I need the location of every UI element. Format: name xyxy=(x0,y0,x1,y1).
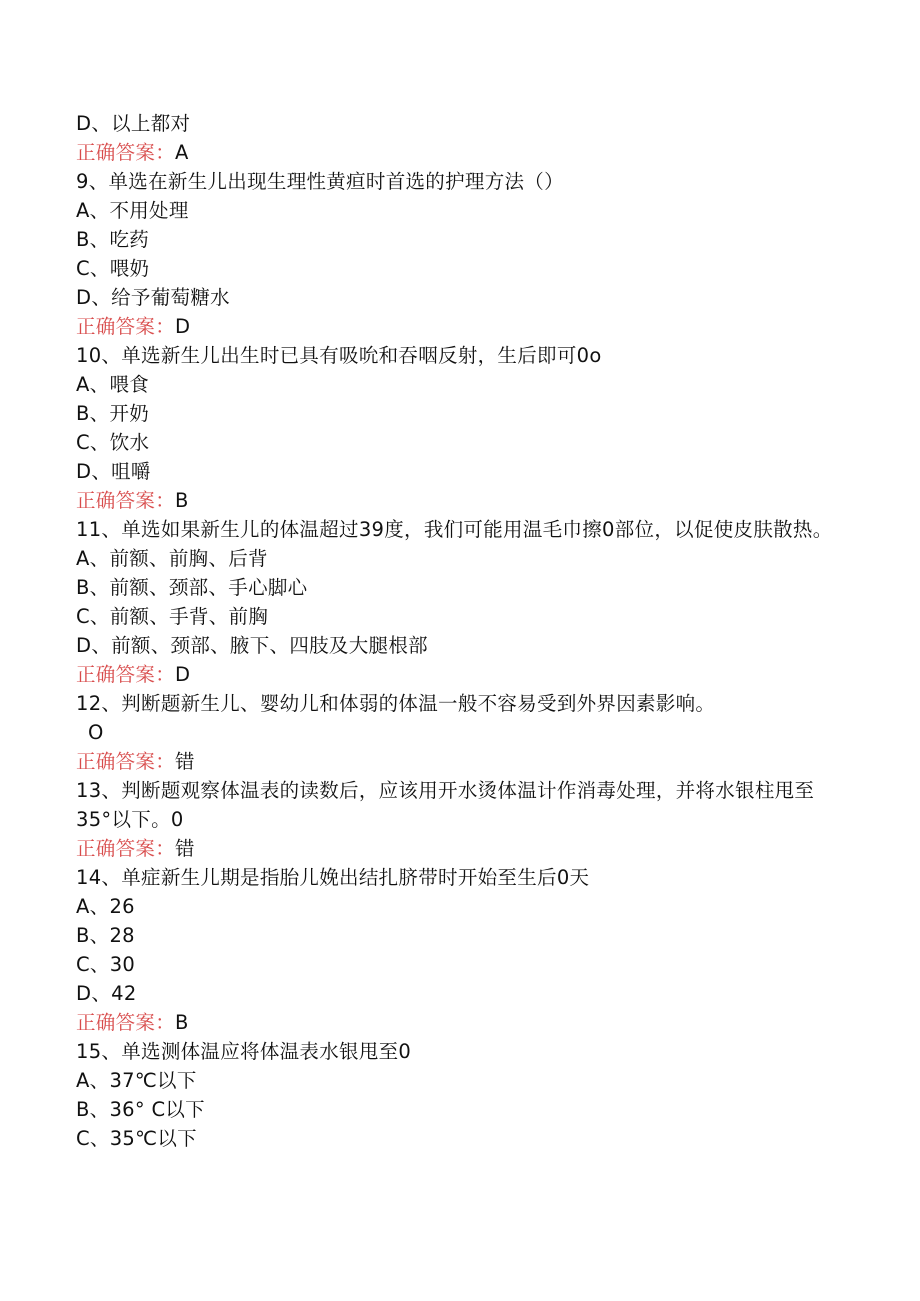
answer-value: D xyxy=(175,315,191,338)
q14-option-b: B、28 xyxy=(76,924,135,947)
q9-option-a: A、不用处理 xyxy=(76,199,189,222)
q9-answer xyxy=(76,312,836,341)
answer-label: 正确答案： xyxy=(76,141,176,164)
answer-value: 错 xyxy=(175,750,195,773)
q9-option-c: C、喂奶 xyxy=(76,257,150,280)
q13-answer xyxy=(76,834,836,863)
q15-option-c: C、35℃以下 xyxy=(76,1127,197,1150)
q11-option-a: A、前额、前胸、后背 xyxy=(76,547,268,570)
q12-stem: 12、判断题新生儿、婴幼儿和体弱的体温一般不容易受到外界因素影响。 xyxy=(76,692,716,715)
q14-option-c: C、30 xyxy=(76,953,136,976)
q8-option-d: D、以上都对 xyxy=(76,112,191,135)
answer-value: B xyxy=(175,1011,189,1034)
q14-option-d: D、42 xyxy=(76,982,137,1005)
q11-option-b: B、前额、颈部、手心脚心 xyxy=(76,576,308,599)
answer-label: 正确答案： xyxy=(76,315,176,338)
answer-value: A xyxy=(175,141,189,164)
q11-answer xyxy=(76,660,836,689)
q10-option-d: D、咀嚼 xyxy=(76,460,151,483)
answer-label: 正确答案： xyxy=(76,750,176,773)
q11-option-d: D、前额、颈部、腋下、四肢及大腿根部 xyxy=(76,634,428,657)
document-body xyxy=(76,109,836,1153)
answer-label: 正确答案： xyxy=(76,837,176,860)
q12-answer xyxy=(76,747,836,776)
q15-stem: 15、单选测体温应将体温表水银甩至0 xyxy=(76,1040,412,1063)
q15-option-b: B、36° C以下 xyxy=(76,1098,205,1121)
q10-stem: 10、单选新生儿出生时已具有吸吮和吞咽反射，生后即可0o xyxy=(76,344,602,367)
q10-option-a: A、喂食 xyxy=(76,373,150,396)
q10-option-b: B、开奶 xyxy=(76,402,150,425)
q11-stem: 11、单选如果新生儿的体温超过39度，我们可能用温毛巾擦0部位，以促使皮肤散热。 xyxy=(76,518,833,541)
q13-stem: 13、判断题观察体温表的读数后，应该用开水烫体温计作消毒处理，并将水银柱甩至35°以下。0 xyxy=(76,779,815,831)
answer-value: 错 xyxy=(175,837,195,860)
answer-value: B xyxy=(175,489,189,512)
q14-stem: 14、单症新生儿期是指胎儿娩出结扎脐带时开始至生后0天 xyxy=(76,866,590,889)
q14-option-a: A、26 xyxy=(76,895,135,918)
answer-label: 正确答案： xyxy=(76,489,176,512)
answer-label: 正确答案： xyxy=(76,1011,176,1034)
q14-answer xyxy=(76,1008,836,1037)
answer-label: 正确答案： xyxy=(76,663,176,686)
q8-answer xyxy=(76,138,836,167)
q9-option-b: B、吃药 xyxy=(76,228,150,251)
q15-option-a: A、37℃以下 xyxy=(76,1069,197,1092)
q9-option-d: D、给予葡萄糖水 xyxy=(76,286,230,309)
q10-answer xyxy=(76,486,836,515)
q11-option-c: C、前额、手背、前胸 xyxy=(76,605,269,628)
answer-value: D xyxy=(175,663,191,686)
q9-stem: 9、单选在新生儿出现生理性黄疸时首选的护理方法（） xyxy=(76,170,564,193)
q10-option-c: C、饮水 xyxy=(76,431,150,454)
q12-blank: O xyxy=(88,721,104,744)
